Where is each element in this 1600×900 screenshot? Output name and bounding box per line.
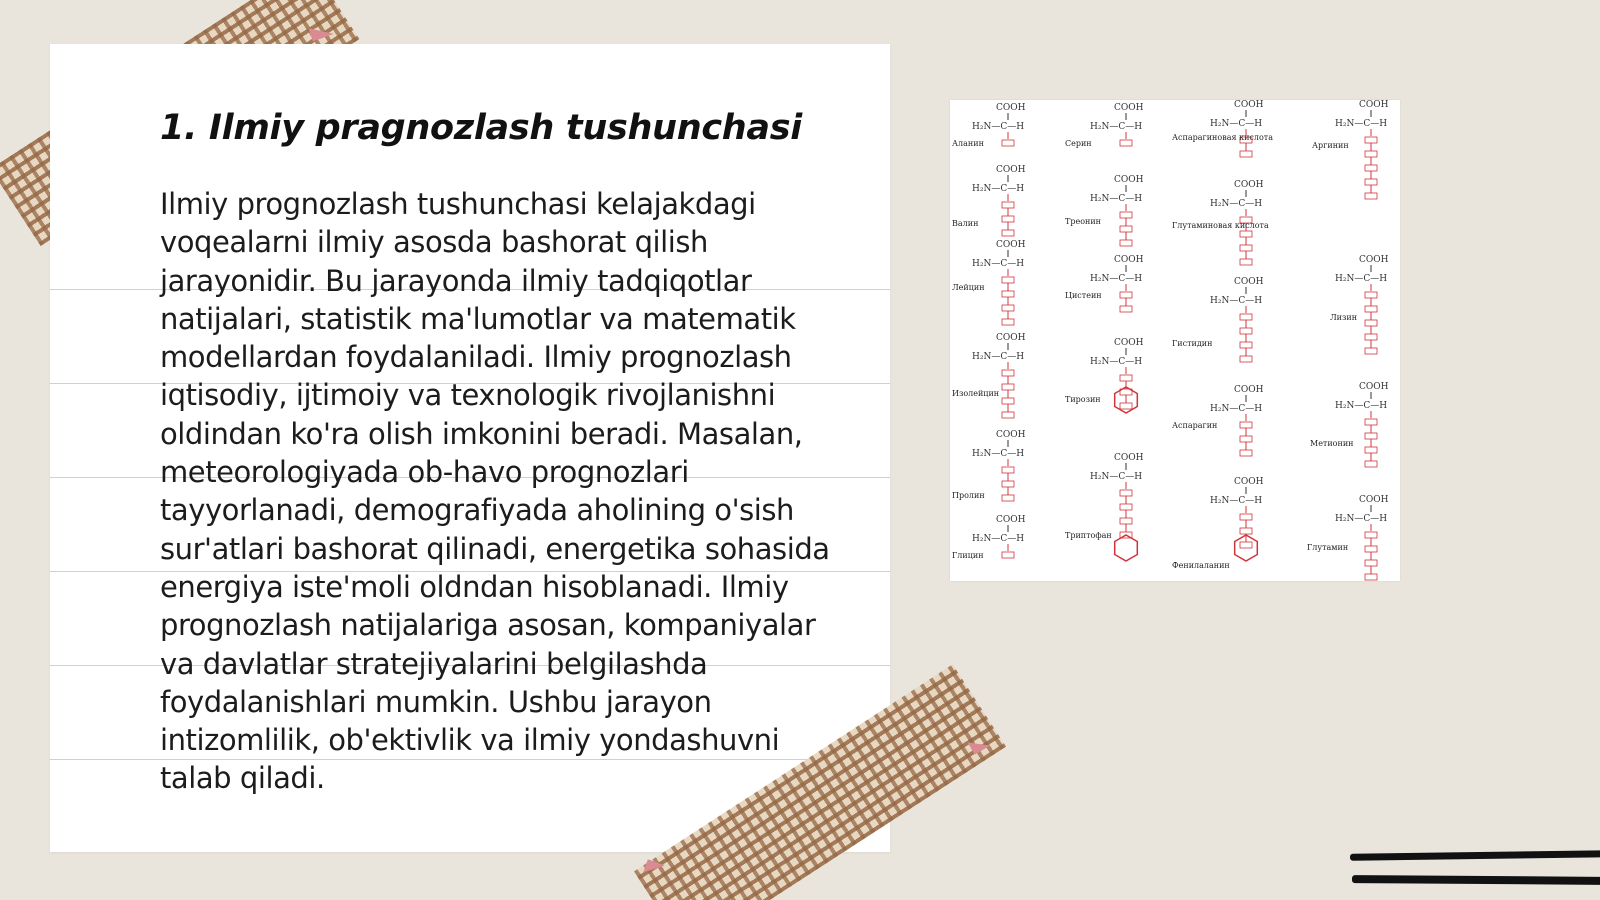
amino-acid-name: Глутамин: [1307, 543, 1349, 552]
side-chain-group: [1365, 532, 1377, 538]
side-chain-group: [1120, 490, 1132, 496]
amine-group-label: H₂N—C—H: [1210, 296, 1263, 306]
side-chain-group: [1365, 433, 1377, 439]
amino-acid-name: Метионин: [1310, 439, 1354, 448]
side-chain-group: [1240, 436, 1252, 442]
amine-group-label: H₂N—C—H: [1210, 119, 1263, 129]
side-chain-group: [1365, 546, 1377, 552]
amino-acid-diagram: [950, 100, 1400, 581]
carboxyl-label: COOH: [1359, 495, 1389, 505]
side-chain-group: [1002, 398, 1014, 404]
carboxyl-label: COOH: [1359, 100, 1389, 110]
amino-acid-name: Пролин: [952, 491, 985, 500]
amine-group-label: H₂N—C—H: [1210, 496, 1263, 506]
amine-group-label: H₂N—C—H: [1090, 122, 1143, 132]
side-chain-group: [1002, 277, 1014, 283]
side-chain-group: [1240, 314, 1252, 320]
side-chain-group: [1002, 495, 1014, 501]
side-chain-group: [1365, 560, 1377, 566]
amine-group-label: H₂N—C—H: [972, 449, 1025, 459]
amine-group-label: H₂N—C—H: [972, 534, 1025, 544]
amino-acid-name: Серин: [1065, 139, 1092, 148]
amine-group-label: H₂N—C—H: [1335, 514, 1388, 524]
side-chain-group: [1365, 165, 1377, 171]
carboxyl-label: COOH: [1114, 175, 1144, 185]
side-chain-group: [1002, 552, 1014, 558]
amino-acid-name: Глицин: [952, 551, 984, 560]
carboxyl-label: COOH: [1359, 382, 1389, 392]
brush-stroke-decoration: [1350, 850, 1600, 861]
side-chain-group: [1240, 151, 1252, 157]
side-chain-group: [1120, 140, 1132, 146]
carboxyl-label: COOH: [996, 165, 1026, 175]
side-chain-group: [1002, 202, 1014, 208]
side-chain-group: [1365, 574, 1377, 580]
slide-body-text: Ilmiy prognozlash tushunchasi kelajakdagi voqealarni ilmiy asosda bashorat qilish jarayonidir. Bu jarayonda ilmiy tadqiqotlar natijalari, statistik ma'lumotlar va matematik modellardan foydalaniladi. Ilmiy prognozlash iqtisodiy, ijtimoiy va texnologik rivojlanishni oldindan ko'ra olish imkonini beradi. Masalan, meteorologiyada ob-havo prognozlari tayyorlanadi, demografiyada aholining o'sish sur'atlari bashorat qilinadi, energetika sohasida energiya iste'moli oldndan hisoblanadi. Ilmiy prognozlash natijalariga asosan, kompaniyalar va davlatlar stratejiyalarini belgilashda foydalanishlari mumkin. Ushbu jarayon intizomlilik, ob'ektivlik va ilmiy yondashuvni talab qiladi.: [160, 187, 830, 796]
side-chain-group: [1240, 342, 1252, 348]
amine-group-label: H₂N—C—H: [1090, 194, 1143, 204]
side-chain-group: [1365, 419, 1377, 425]
amine-group-label: H₂N—C—H: [1210, 199, 1263, 209]
amine-group-label: H₂N—C—H: [972, 184, 1025, 194]
carboxyl-label: COOH: [1234, 180, 1264, 190]
carboxyl-label: COOH: [996, 515, 1026, 525]
carboxyl-label: COOH: [996, 103, 1026, 113]
amine-group-label: H₂N—C—H: [1335, 119, 1388, 129]
side-chain-group: [1120, 504, 1132, 510]
side-chain-group: [1365, 447, 1377, 453]
side-chain-group: [1120, 403, 1132, 409]
side-chain-group: [1365, 320, 1377, 326]
side-chain-group: [1240, 422, 1252, 428]
amino-acid-name: Триптофан: [1065, 531, 1112, 540]
side-chain-group: [1365, 193, 1377, 199]
amino-acid-name: Аргинин: [1312, 141, 1349, 150]
side-chain-group: [1240, 542, 1252, 548]
side-chain-group: [1120, 212, 1132, 218]
carboxyl-label: COOH: [1114, 255, 1144, 265]
amine-group-label: H₂N—C—H: [1090, 274, 1143, 284]
carboxyl-label: COOH: [1114, 453, 1144, 463]
side-chain-group: [1002, 370, 1014, 376]
carboxyl-label: COOH: [996, 430, 1026, 440]
carboxyl-label: COOH: [996, 240, 1026, 250]
side-chain-group: [1002, 384, 1014, 390]
amino-acid-name: Лейцин: [952, 283, 985, 292]
amino-acid-name: Тирозин: [1065, 395, 1101, 404]
amine-group-label: H₂N—C—H: [972, 259, 1025, 269]
amino-acid-name: Треонин: [1065, 217, 1102, 226]
side-chain-group: [1240, 328, 1252, 334]
side-chain-group: [1240, 528, 1252, 534]
carboxyl-label: COOH: [1234, 100, 1264, 110]
carboxyl-label: COOH: [996, 333, 1026, 343]
amine-group-label: H₂N—C—H: [1335, 401, 1388, 411]
carboxyl-label: COOH: [1114, 338, 1144, 348]
side-chain-group: [1365, 137, 1377, 143]
carboxyl-label: COOH: [1114, 103, 1144, 113]
side-chain-group: [1120, 226, 1132, 232]
side-chain-group: [1120, 240, 1132, 246]
amino-acid-name: Аспарагиновая кислота: [1172, 133, 1273, 142]
amine-group-label: H₂N—C—H: [1335, 274, 1388, 284]
side-chain-group: [1120, 292, 1132, 298]
amine-group-label: H₂N—C—H: [1090, 472, 1143, 482]
amino-acid-structures-image: [950, 100, 1400, 581]
side-chain-group: [1365, 334, 1377, 340]
side-chain-group: [1365, 348, 1377, 354]
side-chain-group: [1365, 151, 1377, 157]
benzene-ring: [1115, 535, 1138, 561]
amino-acid-name: Валин: [952, 219, 979, 228]
amine-group-label: H₂N—C—H: [972, 122, 1025, 132]
amino-acid-name: Аспарагин: [1172, 421, 1218, 430]
amino-acid-name: Лизин: [1330, 313, 1358, 322]
side-chain-group: [1365, 179, 1377, 185]
amino-acid-name: Гистидин: [1172, 339, 1213, 348]
side-chain-group: [1240, 356, 1252, 362]
side-chain-group: [1120, 306, 1132, 312]
amine-group-label: H₂N—C—H: [1090, 357, 1143, 367]
carboxyl-label: COOH: [1234, 385, 1264, 395]
side-chain-group: [1002, 467, 1014, 473]
carboxyl-label: COOH: [1234, 277, 1264, 287]
side-chain-group: [1240, 231, 1252, 237]
amino-acid-name: Фенилаланин: [1172, 561, 1230, 570]
side-chain-group: [1240, 259, 1252, 265]
side-chain-group: [1002, 291, 1014, 297]
slide-title: 1. Ilmiy pragnozlash tushunchasi: [160, 108, 802, 148]
side-chain-group: [1240, 450, 1252, 456]
side-chain-group: [1120, 518, 1132, 524]
side-chain-group: [1002, 216, 1014, 222]
side-chain-group: [1002, 319, 1014, 325]
side-chain-group: [1002, 412, 1014, 418]
side-chain-group: [1240, 514, 1252, 520]
side-chain-group: [1002, 481, 1014, 487]
amino-acid-name: Аланин: [952, 139, 984, 148]
side-chain-group: [1240, 245, 1252, 251]
amine-group-label: H₂N—C—H: [972, 352, 1025, 362]
side-chain-group: [1002, 140, 1014, 146]
side-chain-group: [1365, 461, 1377, 467]
side-chain-group: [1002, 305, 1014, 311]
carboxyl-label: COOH: [1359, 255, 1389, 265]
amino-acid-name: Глутаминовая кислота: [1172, 221, 1269, 230]
side-chain-group: [1365, 306, 1377, 312]
brush-stroke-decoration: [1352, 875, 1600, 885]
side-chain-group: [1002, 230, 1014, 236]
carboxyl-label: COOH: [1234, 477, 1264, 487]
amino-acid-name: Изолейцин: [952, 389, 1000, 398]
side-chain-group: [1365, 292, 1377, 298]
side-chain-group: [1120, 375, 1132, 381]
amino-acid-name: Цистеин: [1065, 291, 1102, 300]
amine-group-label: H₂N—C—H: [1210, 404, 1263, 414]
